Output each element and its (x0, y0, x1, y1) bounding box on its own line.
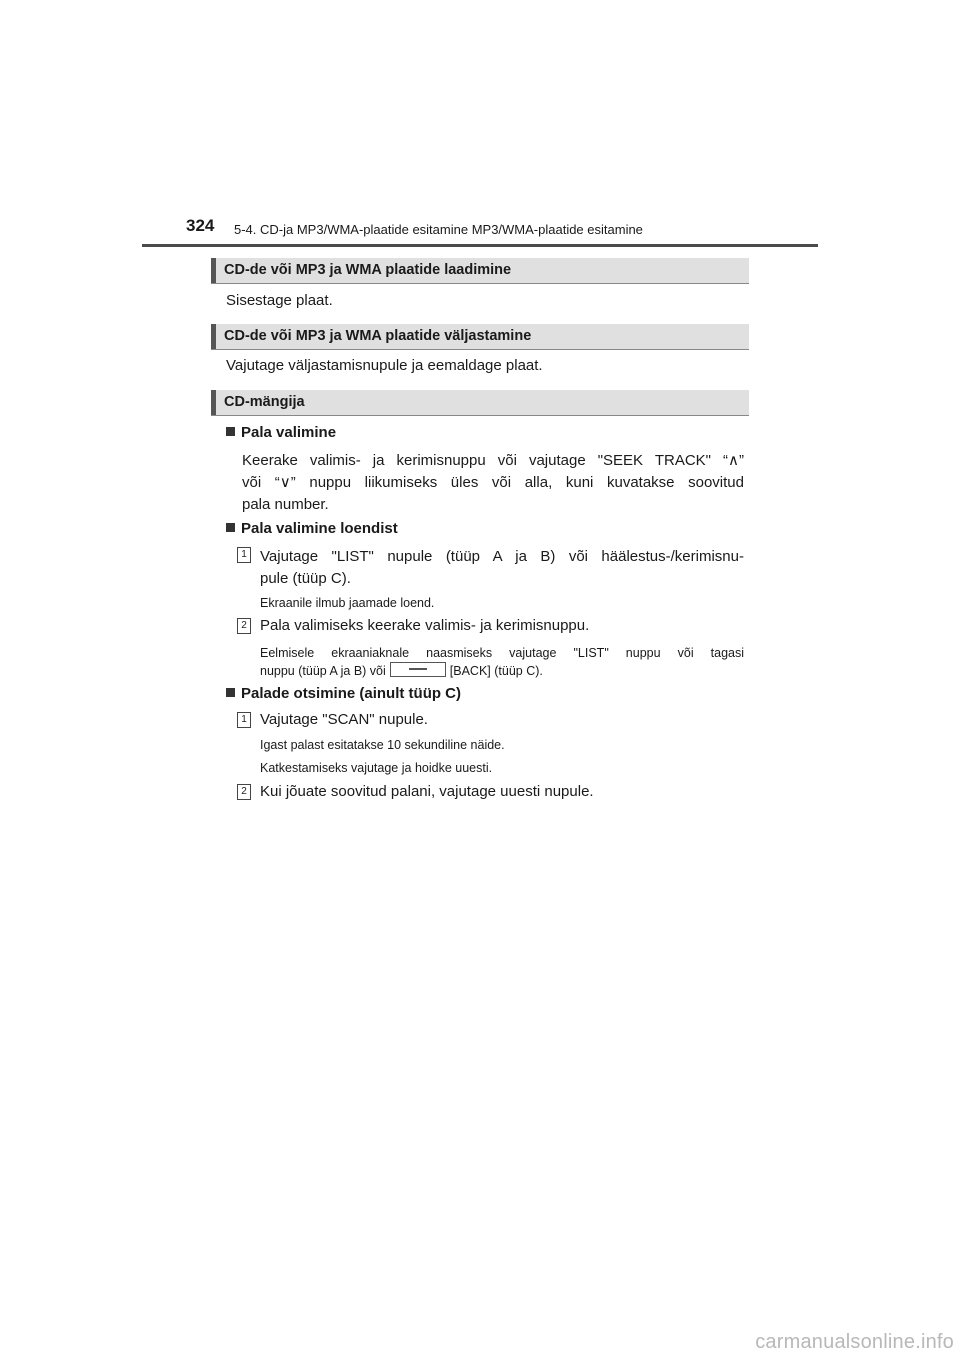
note-line (260, 662, 744, 680)
back-button-icon (390, 662, 446, 677)
paragraph-line: või “∨” nuppu liikumiseks üles või alla, kuni kuvatakse soovitud (242, 474, 744, 491)
header-rule (142, 244, 818, 247)
paragraph-line: pala number. (242, 496, 329, 513)
topic-title-text: Pala valimine (241, 424, 337, 441)
section-heading-text: CD-mängija (224, 394, 305, 410)
note-text: [BACK] (tüüp C). (449, 664, 543, 678)
step-note: Ekraanile ilmub jaamade loend. (260, 596, 435, 610)
step-text (260, 546, 744, 590)
paragraph-line: Keerake valimis- ja kerimisnuppu või vajutage "SEEK TRACK" “∧” (242, 452, 744, 469)
square-bullet-icon (226, 427, 235, 436)
topic-title-text: Palade otsimine (ainult tüüp C) (241, 685, 462, 702)
track-select-paragraph (242, 450, 744, 516)
step-text: Vajutage "SCAN" nupule. (260, 711, 428, 728)
topic-title-list-select (226, 520, 398, 537)
section-heading-cd-player (211, 390, 749, 416)
step-number-badge: 1 (237, 547, 251, 563)
section-title: 5-4. CD-ja MP3/WMA-plaatide esitamine MP3/WMA-plaatide esitamine (234, 222, 643, 237)
loading-instruction: Sisestage plaat. (226, 292, 333, 309)
eject-instruction: Vajutage väljastamisnupule ja eemaldage plaat. (226, 357, 543, 374)
topic-title-scan (226, 685, 461, 702)
section-heading-eject (211, 324, 749, 350)
section-heading-text: CD-de või MP3 ja WMA plaatide väljastamine (224, 328, 532, 344)
heading-bar (211, 390, 216, 415)
watermark: carmanualsonline.info (755, 1331, 954, 1353)
section-heading-loading (211, 258, 749, 284)
step-note: Igast palast esitatakse 10 sekundiline näide. (260, 738, 505, 752)
step-number-badge: 2 (237, 784, 251, 800)
step-note (260, 644, 744, 680)
square-bullet-icon (226, 688, 235, 697)
step-line: Vajutage "LIST" nupule (tüüp A ja B) või häälestus-/kerimisnu- (260, 548, 744, 565)
square-bullet-icon (226, 523, 235, 532)
heading-bar (211, 324, 216, 349)
topic-title-track-select (226, 424, 336, 441)
section-heading-text: CD-de või MP3 ja WMA plaatide laadimine (224, 262, 512, 278)
step-text: Pala valimiseks keerake valimis- ja kerimisnuppu. (260, 617, 590, 634)
step-line: pule (tüüp C). (260, 570, 351, 587)
note-line: Eelmisele ekraaniaknale naasmiseks vajutage "LIST" nuppu või tagasi (260, 646, 744, 660)
topic-title-text: Pala valimine loendist (241, 520, 398, 537)
page-number: 324 (186, 216, 215, 235)
step-note: Katkestamiseks vajutage ja hoidke uuesti. (260, 761, 493, 775)
note-text: nuppu (tüüp A ja B) või (260, 664, 386, 678)
step-text: Kui jõuate soovitud palani, vajutage uuesti nupule. (260, 783, 594, 800)
heading-bar (211, 258, 216, 283)
step-number-badge: 1 (237, 712, 251, 728)
step-number-badge: 2 (237, 618, 251, 634)
